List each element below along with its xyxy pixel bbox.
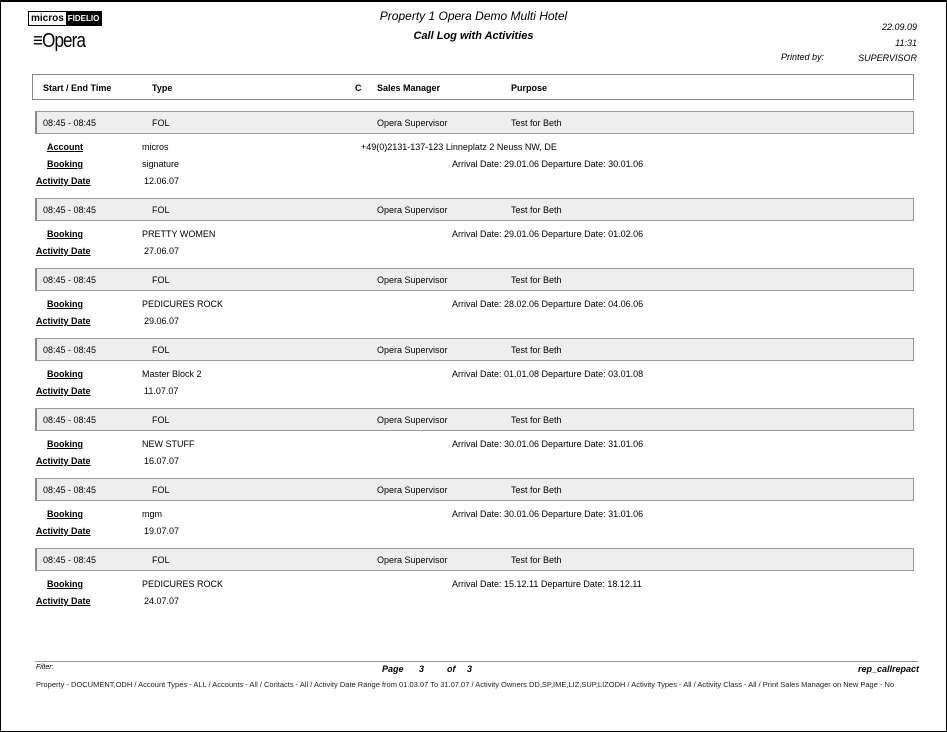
record-header — [35, 268, 914, 291]
opera-logo-text: Opera — [42, 30, 86, 52]
filter-label: Filter: — [36, 664, 54, 671]
detail-value: Master Block 2 — [142, 369, 202, 379]
report-code: rep_callrepact — [857, 664, 919, 674]
record-header — [35, 111, 914, 134]
detail-label: Booking — [47, 369, 83, 379]
detail-value: 24.07.07 — [144, 596, 180, 606]
record-time: 08:45 - 08:45 — [43, 345, 97, 355]
detail-value: signature — [142, 159, 180, 169]
record-detail-row — [0, 139, 947, 156]
opera-logo-mark-icon: ≡ — [33, 30, 43, 52]
page-number: 3 — [419, 664, 425, 674]
detail-value: 19.07.07 — [144, 526, 180, 536]
activity-record — [0, 198, 947, 260]
logo-micros-text: micros — [31, 13, 64, 24]
record-detail-row — [0, 383, 947, 400]
detail-value: PRETTY WOMEN — [142, 229, 216, 239]
detail-extra: Arrival Date: 30.01.06 Departure Date: 31.01.06 — [452, 509, 644, 519]
record-detail-row — [0, 523, 947, 540]
record-detail-row — [0, 226, 947, 243]
record-detail-row — [0, 156, 947, 173]
detail-label: Activity Date — [36, 456, 91, 466]
record-sales-manager: Opera Supervisor — [377, 275, 448, 285]
print-time: 11:31 — [895, 38, 917, 48]
record-detail-row — [0, 436, 947, 453]
record-sales-manager: Opera Supervisor — [377, 205, 448, 215]
detail-extra: Arrival Date: 30.01.06 Departure Date: 31.01.06 — [452, 439, 644, 449]
detail-label: Activity Date — [36, 246, 91, 256]
logo-fidelio-text: FIDELIO — [67, 14, 100, 23]
record-time: 08:45 - 08:45 — [43, 485, 97, 495]
record-type: FOL — [152, 485, 170, 495]
detail-extra: Arrival Date: 29.01.06 Departure Date: 01.02.06 — [452, 229, 644, 239]
printed-by-value: SUPERVISOR — [858, 53, 917, 63]
detail-extra: Arrival Date: 28.02.06 Departure Date: 04.06.06 — [452, 299, 644, 309]
detail-label: Activity Date — [36, 386, 91, 396]
col-time: Start / End Time — [43, 83, 112, 93]
record-header — [35, 478, 914, 501]
report-title: Call Log with Activities — [413, 30, 534, 42]
property-name: Property 1 Opera Demo Multi Hotel — [379, 9, 568, 23]
detail-value: 29.06.07 — [144, 316, 180, 326]
record-sales-manager: Opera Supervisor — [377, 345, 448, 355]
activity-record — [0, 268, 947, 330]
col-purpose: Purpose — [511, 83, 548, 93]
detail-extra: Arrival Date: 15.12.11 Departure Date: 18.12.11 — [452, 579, 642, 589]
detail-value: 11.07.07 — [144, 386, 179, 396]
detail-label: Booking — [47, 299, 83, 309]
printed-by-label: Printed by: — [781, 52, 825, 62]
record-detail-row — [0, 296, 947, 313]
record-purpose: Test for Beth — [511, 345, 562, 355]
activity-record — [0, 111, 947, 190]
detail-label: Activity Date — [36, 176, 91, 186]
record-detail-row — [0, 243, 947, 260]
record-detail-row — [0, 173, 947, 190]
record-time: 08:45 - 08:45 — [43, 205, 97, 215]
detail-value: micros — [142, 142, 169, 152]
record-purpose: Test for Beth — [511, 205, 562, 215]
detail-label: Booking — [47, 439, 83, 449]
record-type: FOL — [152, 345, 170, 355]
record-sales-manager: Opera Supervisor — [377, 485, 448, 495]
detail-value: 12.06.07 — [144, 176, 180, 186]
activity-record — [0, 548, 947, 610]
detail-label: Booking — [47, 229, 83, 239]
record-detail-row — [0, 313, 947, 330]
detail-extra: Arrival Date: 29.01.06 Departure Date: 30.01.06 — [452, 159, 644, 169]
detail-value: 27.06.07 — [144, 246, 180, 256]
col-c: C — [355, 83, 362, 93]
record-purpose: Test for Beth — [511, 118, 562, 128]
print-date: 22.09.09 — [881, 22, 917, 32]
record-header — [35, 198, 914, 221]
record-purpose: Test for Beth — [511, 415, 562, 425]
detail-label: Booking — [47, 509, 83, 519]
detail-extra: Arrival Date: 01.01.08 Departure Date: 03.01.08 — [452, 369, 644, 379]
record-detail-row — [0, 593, 947, 610]
record-purpose: Test for Beth — [511, 275, 562, 285]
column-header — [32, 74, 914, 100]
record-type: FOL — [152, 205, 170, 215]
col-sales-manager: Sales Manager — [377, 83, 441, 93]
record-detail-row — [0, 366, 947, 383]
record-type: FOL — [152, 275, 170, 285]
detail-label: Booking — [47, 159, 83, 169]
record-sales-manager: Opera Supervisor — [377, 555, 448, 565]
record-header — [35, 338, 914, 361]
footer-divider — [35, 661, 918, 662]
activity-record — [0, 338, 947, 400]
record-sales-manager: Opera Supervisor — [377, 118, 448, 128]
filter-text: Property - DOCUMENT,ODH / Account Types - ALL / Accounts - All / Contacts - All / Activity Date Range from 01.03.07 To 31.07.07 / Activity Owners DD,SP,IME,LIZ,SUP,LIZODH / Activity Types - All / Activity Class - All / Print Sales Manager on New Page - No — [36, 680, 895, 689]
detail-value: PEDICURES ROCK — [142, 579, 224, 589]
detail-label: Activity Date — [36, 526, 91, 536]
detail-label: Activity Date — [36, 596, 91, 606]
record-purpose: Test for Beth — [511, 555, 562, 565]
detail-label: Booking — [47, 579, 83, 589]
record-type: FOL — [152, 555, 170, 565]
detail-value: PEDICURES ROCK — [142, 299, 224, 309]
page-total: 3 — [467, 664, 473, 674]
record-detail-row — [0, 453, 947, 470]
record-time: 08:45 - 08:45 — [43, 118, 97, 128]
record-detail-row — [0, 576, 947, 593]
page-label: Page — [382, 664, 404, 674]
record-purpose: Test for Beth — [511, 485, 562, 495]
record-header — [35, 408, 914, 431]
detail-value: mgm — [142, 509, 162, 519]
detail-value: NEW STUFF — [142, 439, 195, 449]
record-time: 08:45 - 08:45 — [43, 415, 97, 425]
activity-record — [0, 408, 947, 470]
detail-label: Account — [47, 142, 83, 152]
record-sales-manager: Opera Supervisor — [377, 415, 448, 425]
activity-record — [0, 478, 947, 540]
record-type: FOL — [152, 415, 170, 425]
detail-label: Activity Date — [36, 316, 91, 326]
col-type: Type — [152, 83, 173, 93]
of-label: of — [447, 664, 456, 674]
record-time: 08:45 - 08:45 — [43, 555, 97, 565]
record-header — [35, 548, 914, 571]
record-detail-row — [0, 506, 947, 523]
record-type: FOL — [152, 118, 170, 128]
detail-value: 16.07.07 — [144, 456, 180, 466]
records-list — [0, 111, 947, 618]
record-time: 08:45 - 08:45 — [43, 275, 97, 285]
detail-extra: +49(0)2131-137-123 Linneplatz 2 Neuss NW, DE — [361, 142, 557, 152]
